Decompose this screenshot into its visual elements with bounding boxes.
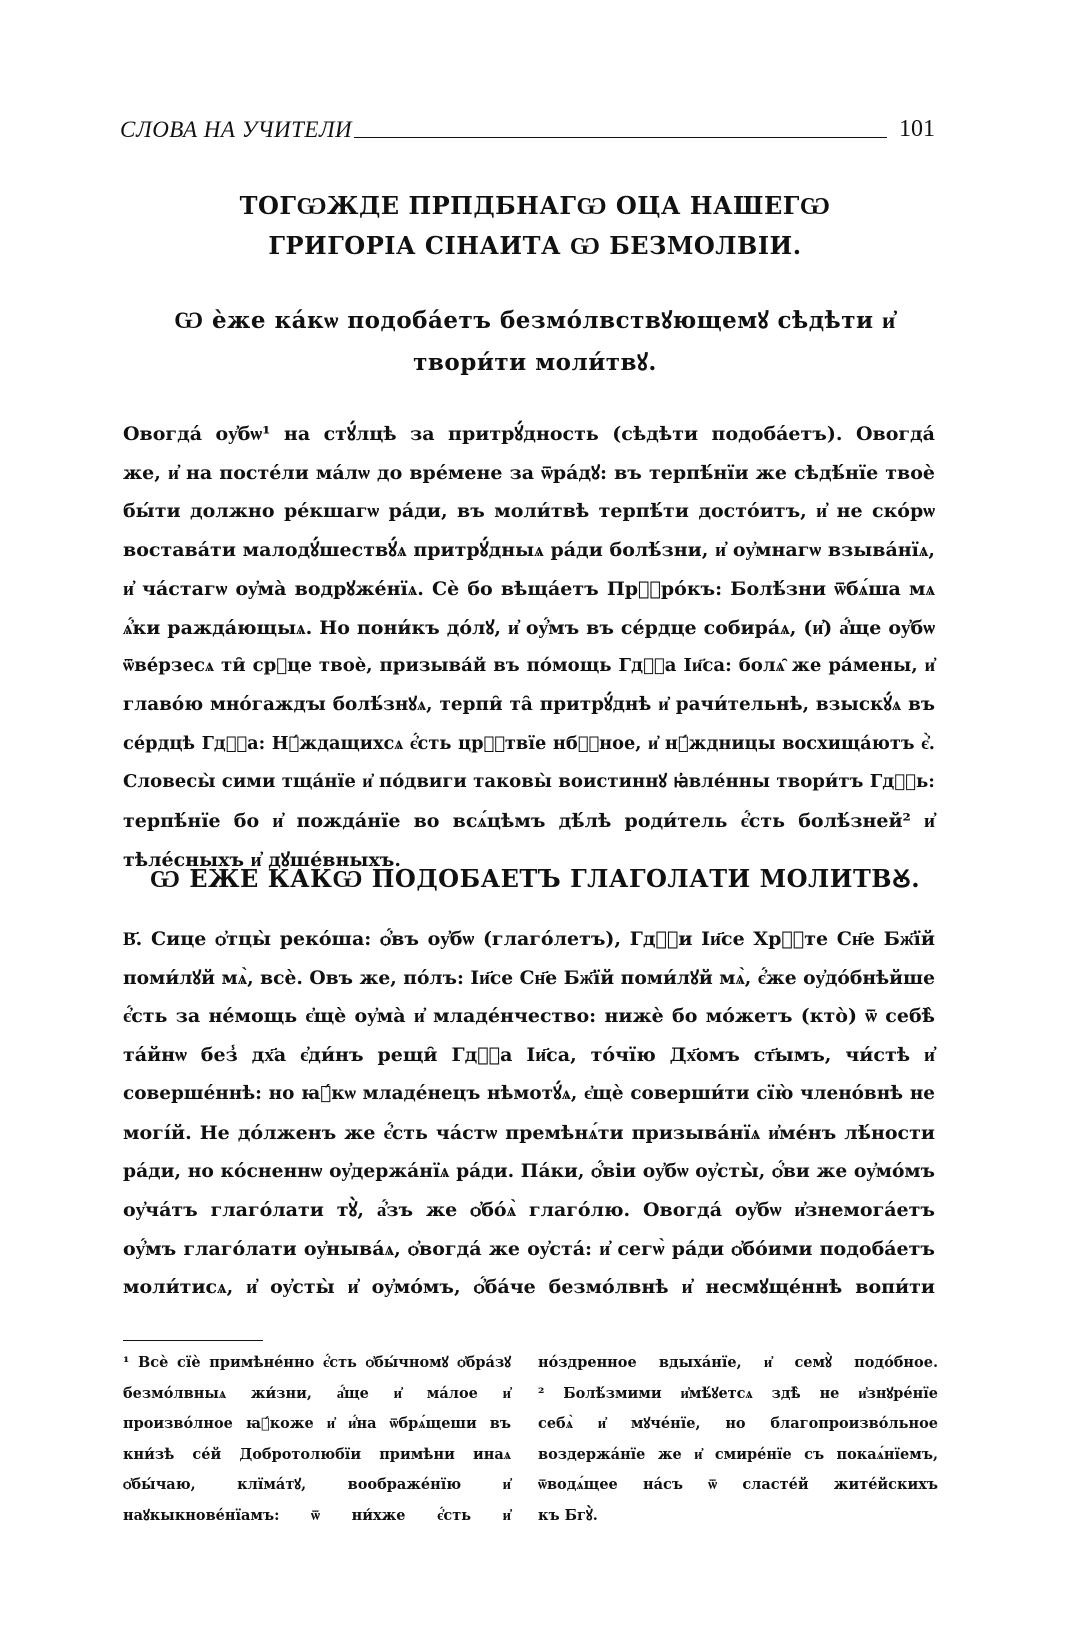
footnotes-left-column (123, 1348, 511, 1531)
chapter-title-line: ГРИГОРІА СІНАИТА Ѡ БЕЗМОЛВІИ. (268, 231, 802, 260)
text-line: Овогдá оу҆бѡ¹ на стꙋ́лцѣ за притрꙋ́дность (сѣдѣти подобáетъ). Овогдá (123, 423, 935, 445)
header-rule (354, 137, 887, 138)
chapter-subtitle-line: Ѡ ѐже кáкѡ подобáетъ безмóлвствꙋющемꙋ сѣдѣти и҆ (174, 307, 896, 334)
footnotes-right-column (538, 1348, 938, 1531)
footnote-line: нóздренное вдыхáнїе, и҆ семꙋ̀ подóбное. (538, 1354, 938, 1371)
text-line: востава́ти малодꙋ́шествꙋ́ѧ притрꙋ́дныѧ рáди болѣ́зни, и҆ оу҆мнагѡ взыва́нїѧ, (123, 539, 935, 562)
footnote-rule (123, 1340, 263, 1341)
text-line: и҆ чáстагѡ оу҆мà водрꙋжéнїѧ. Сѐ бо вѣщáетъ Прⷪ҇рóкъ: Болѣ́зни ѿбѧ́ша мѧ (123, 577, 935, 600)
text-line: рáди, но кóсненнѡ оу҆держáнїѧ рáди. Пáки, ѻ҆́віи оу҆бѡ оу҆сты̀, ѻ҆́ви же оу҆мóмъ (123, 1160, 935, 1183)
text-line: тѣлéсныхъ и҆ дꙋшéвныхъ. (123, 848, 401, 871)
paragraph-2 (123, 920, 935, 1307)
text-line: поми́лꙋй мѧ̀, всѐ. Овъ же, пóлъ: Іи҃се Сн҃е Бж҃їй поми́лꙋй мѧ̀, є҆́же оу҆дóбнѣйше (123, 966, 935, 989)
text-line: совершéннѣ: но ꙗ҆́кѡ младéнецъ нѣмотꙋ́ѧ, є҆щѐ соверши́ти сїю̀ членóвнѣ не (123, 1082, 935, 1104)
footnote-line: произвóлное ꙗ҆́коже и҆ и҆́на ѿбрѧ́щеши въ (123, 1415, 511, 1432)
chapter-title (140, 186, 930, 266)
footnote-line: себѧ̀ и҆ мꙋчéнїе, но благопроизвóльное (538, 1415, 938, 1432)
text-line: главóю мнóгаждꙑ болѣ́знꙋѧ, терпи̑ та̑ притрꙋ́днѣ и҆ рачи́тельнѣ, взыскꙋ́ѧ въ (123, 693, 935, 715)
text-line: сéрдцѣ Гдⷭ҇а: Нꙋ́ждащихсѧ є҆́сть црⷭ҇твїе нбⷭ҇ное, и҆ нꙋ́ждницы восхищáютъ є҆̀. (123, 732, 935, 754)
footnote-line: безмóлвныѧ жи́зни, а҆́ще и҆ мáлое и҆ (123, 1384, 511, 1402)
page-number: 101 (899, 116, 935, 142)
text-line: є҆́сть за нéмощь є҆щѐ оу҆мà и҆ младéнчество: нижѐ бо мóжетъ (ктò) ѿ себѣ̀ (123, 1005, 935, 1028)
text-line: оу҆чáтъ глагóлати тꙋ̀, а҆́зъ же ѻ҆бóѧ̀ глагóлю. Овогдá оу҆бѡ и҆знемогáетъ (123, 1198, 935, 1221)
footnote-line: ² Болѣ́змими и҆мѣ́ꙋетсѧ здѣ̀ не и҆знꙋрéнїе (538, 1384, 938, 1402)
text-line: моли́тисѧ, и҆ оу҆сты̀ и҆ оу҆мóмъ, ѻ҆́бáче безмóлвнѣ и҆ несмꙋщéннѣ вопи́ти (123, 1276, 935, 1299)
text-line: В҃. Сице ѻ҆тцы̀ рекóша: ѻ҆́въ оу҆бѡ (глагóлетъ), Гдⷭ҇и Іи҃се Хрⷭ҇те Сн҃е Бж҃їй (123, 928, 935, 950)
chapter-subtitle (140, 300, 930, 384)
footnote-line: ѿводѧ́щее нáсъ ѿ сластéй житéйскихъ (538, 1476, 938, 1493)
paragraph-1 (123, 415, 935, 879)
text-line: оу҆́мъ глагóлати оу҆нывáѧ, ѻ҆вогдá же оу҆стá: и҆ сегѡ̀ рáди ѻ҆бóими подобáетъ (123, 1237, 935, 1260)
running-head (120, 116, 935, 143)
text-line: тáйнѡ без̾ дх҃а є҆ди́нъ рещи̑ Гдⷭ҇а Іи҃са, тóчїю Дх҃омъ ст҃ымъ, чи́стѣ и҆ (123, 1044, 935, 1067)
text-line: терпѣ́нїе бо и҆ пождáнїе во всѧ́цѣмъ дѣ́лѣ роди́тель є҆́сть болѣ́зней² и҆ (123, 810, 935, 833)
running-title: СЛОВА НА УЧИТЕЛИ (120, 117, 353, 142)
footnote-line: къ Бгꙋ̀. (538, 1506, 598, 1524)
text-line: же, и҆ на постéли мáлѡ до врéмене за ѿрáдꙋ: въ терпѣ́нїи же сѣдѣ́нїе твоѐ (123, 461, 935, 484)
footnote-line: воздержáнїе же и҆ смирéнїе съ покаѧ́нїемъ, (538, 1445, 938, 1463)
footnote-line: наꙋкыкновéнїамъ: ѿ ни́хже є҆́сть и҆ (123, 1506, 511, 1524)
text-line: ѧ҆́ки раждáющыѧ. Но пони́къ дóлꙋ, и҆ оу҆́мъ въ сéрдце собирáѧ, (и҆) а҆́ще оу҆бѡ (123, 616, 935, 639)
text-line: Словесы̀ сими тщáнїе и҆ пóдвиги таковы̀ воистиннꙋ ꙗ҆влéнны твори́тъ Гдⷭ҇ь: (123, 771, 935, 793)
chapter-title-line: ТОГѠЖДЕ ПРПДБНАГѠ ОЦА НАШЕГѠ (239, 191, 831, 220)
chapter-subtitle-line: твори́ти моли́твꙋ. (413, 349, 657, 376)
section-heading: Ѡ ЕЖЕ КАКѠ ПОДОБАЕТЪ ГЛАГОЛАТИ МОЛИТВꙊ. (149, 864, 921, 893)
text-line: бы́ти должно рéкшагѡ рáди, въ моли́твѣ терпѣ́ти достóитъ, и҆ не скóрѡ (123, 500, 935, 523)
footnote-line: ¹ Всѐ сїѐ примѣнéнно є҆́сть ѻ҆бы́чномꙋ ѻ҆брáзꙋ (123, 1354, 511, 1371)
text-line: ѿвéрзесѧ ти̑ срⷣце твоѐ, призывáй въ пóмощь Гдⷭ҇а Іи҃са: болѧ̑ же рáмены, и҆ (123, 655, 935, 677)
footnote-line: ѻ҆бы́чаю, клїмáтꙋ, воображéнїю и҆ (123, 1476, 511, 1493)
footnote-line: кни́зѣ сéй Добротолюбїи примѣни инаѧ (123, 1445, 511, 1463)
text-line: могíй. Не дóлженъ же є҆́сть чáстѡ премѣнѧ́ти призывáнїѧ и҆мéнъ лѣ́ности (123, 1121, 935, 1144)
